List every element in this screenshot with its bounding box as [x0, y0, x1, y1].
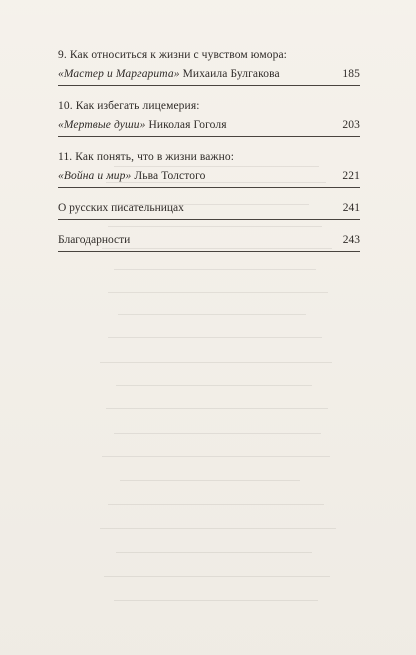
toc-entry-title: 9. Как относиться к жизни с чувством юмора:: [58, 49, 287, 61]
entry-divider: [58, 136, 360, 137]
ghost-line: [106, 408, 328, 409]
ghost-line: [108, 292, 328, 293]
ghost-line: [120, 480, 300, 481]
ghost-line: [114, 269, 316, 270]
book-title: «Мастер и Маргарита»: [58, 68, 180, 80]
book-title: «Война и мир»: [58, 170, 132, 182]
author-name: Льва Толстого: [131, 170, 206, 182]
ghost-line: [100, 362, 332, 363]
ghost-line: [104, 576, 330, 577]
table-of-contents: [58, 46, 360, 252]
toc-entry-11: [58, 148, 360, 188]
ghost-line: [116, 385, 312, 386]
ghost-line: [114, 600, 318, 601]
toc-entry-women-writers: [58, 199, 360, 220]
entry-divider: [58, 219, 360, 220]
entry-divider: [58, 187, 360, 188]
toc-entry-work-line: [58, 65, 360, 84]
toc-entry-title: Благодарности: [58, 234, 131, 246]
toc-entry-line: [58, 231, 360, 250]
ghost-line: [100, 528, 336, 529]
toc-entry-line: [58, 199, 360, 218]
toc-entry-work-line: [58, 116, 360, 135]
page-number: 221: [342, 170, 360, 182]
ghost-line: [108, 504, 324, 505]
toc-entry-acknowledgements: [58, 231, 360, 252]
toc-entry-title: 10. Как избегать лицемерия:: [58, 100, 200, 112]
page-number: 243: [342, 234, 360, 246]
ghost-line: [102, 456, 330, 457]
ghost-line: [116, 552, 312, 553]
toc-entry-title: О русских писательницах: [58, 202, 184, 214]
ghost-line: [118, 314, 306, 315]
toc-entry-9: [58, 46, 360, 86]
toc-entry-10: [58, 97, 360, 137]
book-title: «Мертвые души»: [58, 119, 146, 131]
toc-entry-title: 11. Как понять, что в жизни важно:: [58, 151, 235, 163]
author-name: Николая Гоголя: [145, 119, 227, 131]
entry-divider: [58, 85, 360, 86]
ghost-line: [108, 337, 322, 338]
author-name: Михаила Булгакова: [179, 68, 280, 80]
page-number: 241: [342, 202, 360, 214]
page-number: 203: [342, 119, 360, 131]
ghost-line: [114, 433, 321, 434]
entry-divider: [58, 251, 360, 252]
toc-entry-work-line: [58, 167, 360, 186]
page-number: 185: [342, 68, 360, 80]
